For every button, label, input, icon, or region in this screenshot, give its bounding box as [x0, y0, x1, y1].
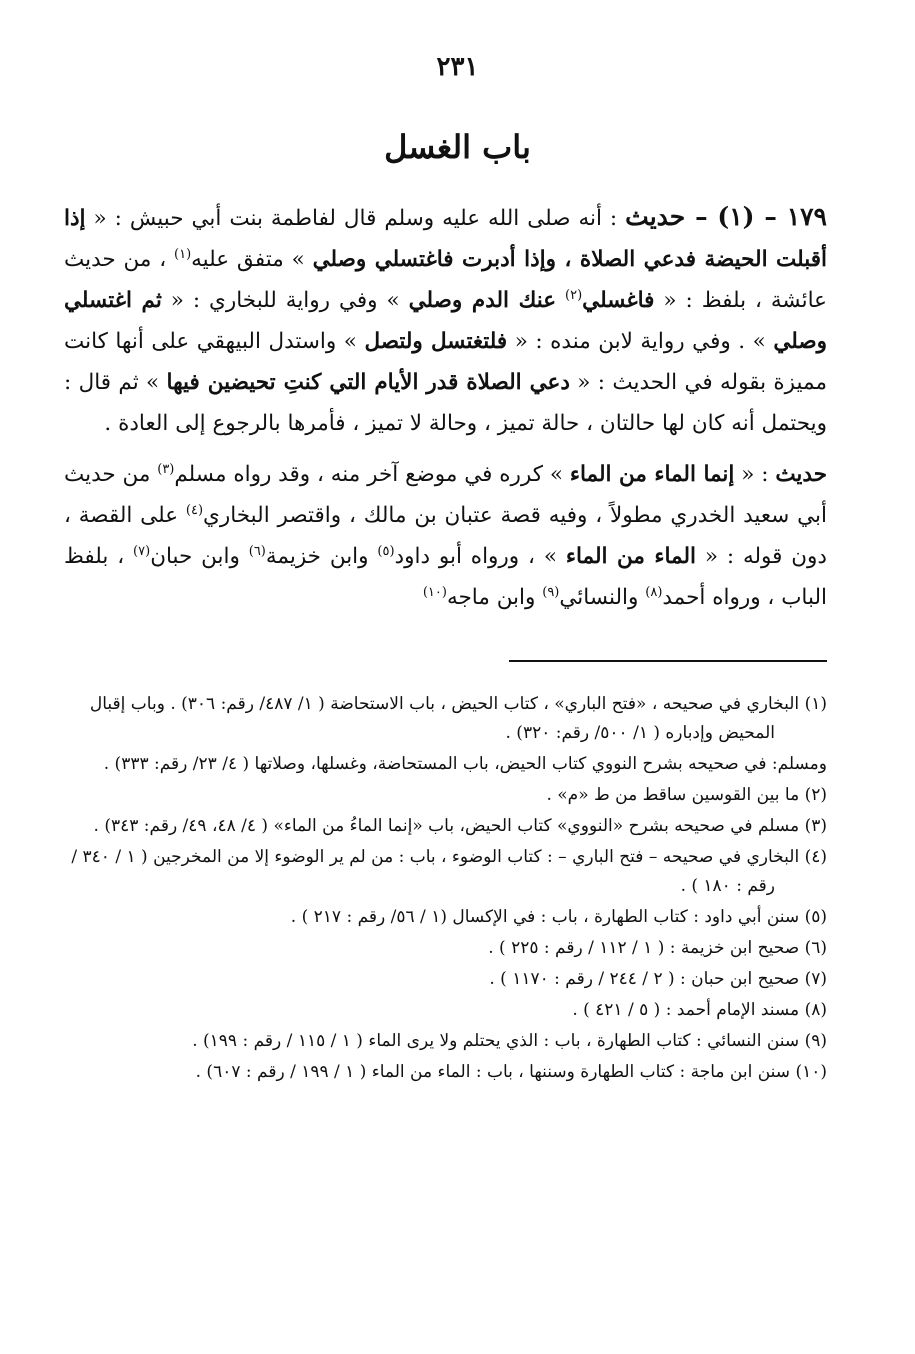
emphasized-text: فاغسلي [582, 288, 655, 313]
text-segment: والنسائي [559, 585, 646, 610]
footnote [64, 965, 827, 994]
footnote [64, 690, 827, 748]
footnote-text: سنن أبي داود : كتاب الطهارة ، باب : في الإكسال (١ / ٥٦/ رقم : ٢١٧ ) . [290, 907, 800, 927]
footnote-marker: (٦) [248, 543, 266, 559]
footnote-marker: (٧) [133, 543, 151, 559]
footnote-text: البخاري في صحيحه – فتح الباري – : كتاب الوضوء ، باب : من لم ير الوضوء إلا من المخرجين ( ١ / ٣٤٠ / رقم : ١٨٠ ) . [71, 847, 800, 896]
footnote [64, 812, 827, 841]
emphasized-text: فلتغتسل ولتصل [364, 329, 508, 354]
text-segment: وابن ماجه [446, 585, 543, 610]
chapter-title: باب الغسل [384, 128, 531, 166]
footnote-text: ومسلم: في صحيحه بشرح النووي كتاب الحيض، باب المستحاضة، وغسلها، وصلاتها ( ٤/ ٢٣/ رقم: ٣٣٣) . [103, 754, 827, 774]
text-segment: » متفق عليه [191, 247, 313, 272]
footnote-text: صحيح ابن خزيمة : ( ١ / ١١٢ / رقم : ٢٢٥ ) . [488, 938, 800, 958]
text-segment: » واستدل البيهقي على أنها كانت مميزة بقوله في الحديث : « [64, 329, 827, 395]
footnote-marker: (٤) [185, 502, 204, 518]
footnote [64, 996, 827, 1025]
footnote-number: (٨) [804, 1000, 827, 1020]
footnote-text: سنن ابن ماجة : كتاب الطهارة وسننها ، باب : الماء من الماء ( ١ / ١٩٩ / رقم : ٦٠٧) . [195, 1062, 791, 1082]
text-segment: وابن خزيمة [265, 544, 378, 569]
footnote-marker: (٨) [645, 584, 663, 600]
footnote-marker: (٩) [542, 584, 560, 600]
footnote-number: (٣) [804, 816, 827, 836]
footnote-text: سنن النسائي : كتاب الطهارة ، باب : الذي يحتلم ولا يرى الماء ( ١ / ١١٥ / رقم : ١٩٩) . [192, 1031, 800, 1051]
footnote-number: (١٠) [795, 1062, 827, 1082]
footnote-marker: (١٠) [422, 584, 447, 600]
text-segment: من حديث أبي سعيد الخدري مطولاً ، وفيه قصة عتبان بن مالك ، واقتصر البخاري [64, 462, 828, 528]
text-segment [556, 288, 565, 313]
footnote-number: (٤) [804, 847, 827, 867]
footnote-number: (٢) [804, 785, 827, 805]
text-segment: وابن حبان [150, 544, 249, 569]
text-segment: » وفي رواية للبخاري : « [161, 288, 409, 313]
text-segment: » ، ورواه أبو داود [394, 544, 566, 569]
text-segment: » كرره في موضع آخر منه ، وقد رواه مسلم [174, 462, 570, 487]
footnote-text: مسند الإمام أحمد : ( ٥ / ٤٢١ ) . [572, 1000, 800, 1020]
footnote-number: (٩) [804, 1031, 827, 1051]
footnote-text: صحيح ابن حبان : ( ٢ / ٢٤٤ / رقم : ١١٧٠ ) . [489, 969, 800, 989]
text-segment: ، من حديث عائشة ، بلفظ : « [64, 247, 827, 313]
emphasized-text: ثم اغتسلي وصلي [64, 288, 827, 354]
emphasized-text: عنك الدم وصلي [408, 288, 557, 313]
text-segment: » ثم قال : ويحتمل أنه كان لها حالتان ، حالة تميز ، وحالة لا تميز ، فأمرها بالرجوع إلى العادة . [64, 370, 827, 436]
footnote-number: (٥) [804, 907, 827, 927]
page-number: ٢٣١ [436, 52, 479, 82]
paragraph [64, 454, 827, 618]
text-segment: » . وفي رواية لابن منده : « [507, 329, 774, 354]
text-segment: على القصة ، دون قوله : « [64, 503, 828, 569]
footnote-number: (٧) [804, 969, 827, 989]
emphasized-text: الماء من الماء [565, 544, 696, 569]
main-text [64, 196, 827, 618]
text-segment: : أنه صلى الله عليه وسلم قال لفاطمة بنت أبي حبيش : « [85, 206, 626, 231]
paragraph [64, 196, 827, 444]
footnote [64, 903, 827, 932]
footnote-separator [509, 660, 827, 662]
footnote-text: البخاري في صحيحه ، «فتح الباري» ، كتاب الحيض ، باب الاستحاضة ( ١/ ٤٨٧/ رقم: ٣٠٦) . وباب إقبال المحيض وإدباره ( ١/ ٥٠٠/ رقم: ٣٢٠) . [89, 694, 800, 743]
text-segment: ، بلفظ الباب ، ورواه أحمد [64, 544, 827, 610]
footnote [64, 1027, 827, 1056]
emphasized-text: دعي الصلاة قدر الأيام التي كنتِ تحيضين فيها [166, 370, 570, 395]
footnote [64, 934, 827, 963]
footnote-number: (٦) [804, 938, 827, 958]
footnote [64, 750, 827, 779]
footnote [64, 1058, 827, 1087]
emphasized-text: ١٧٩ – (١) – حديث [625, 202, 827, 231]
emphasized-text: إنما الماء من الماء [569, 462, 735, 487]
footnote-marker: (٢) [565, 287, 583, 303]
text-segment: : « [734, 462, 776, 487]
footnote [64, 843, 827, 901]
footnote-text: مسلم في صحيحه بشرح «النووي» كتاب الحيض، باب «إنما الماءُ من الماء» ( ٤/ ٤٨، ٤٩/ رقم: ٣٤٣) . [93, 816, 800, 836]
footnote-marker: (٣) [157, 461, 175, 477]
footnotes [64, 690, 827, 1089]
footnote-marker: (٥) [377, 543, 395, 559]
emphasized-text: إذا أقبلت الحيضة فدعي الصلاة ، وإذا أدبرت فاغتسلي وصلي [64, 206, 827, 272]
footnote [64, 781, 827, 810]
footnote-number: (١) [804, 694, 827, 714]
footnote-text: ما بين القوسين ساقط من ط «م» . [546, 785, 800, 805]
footnote-marker: (١) [174, 246, 192, 262]
emphasized-text: حديث [775, 462, 827, 487]
